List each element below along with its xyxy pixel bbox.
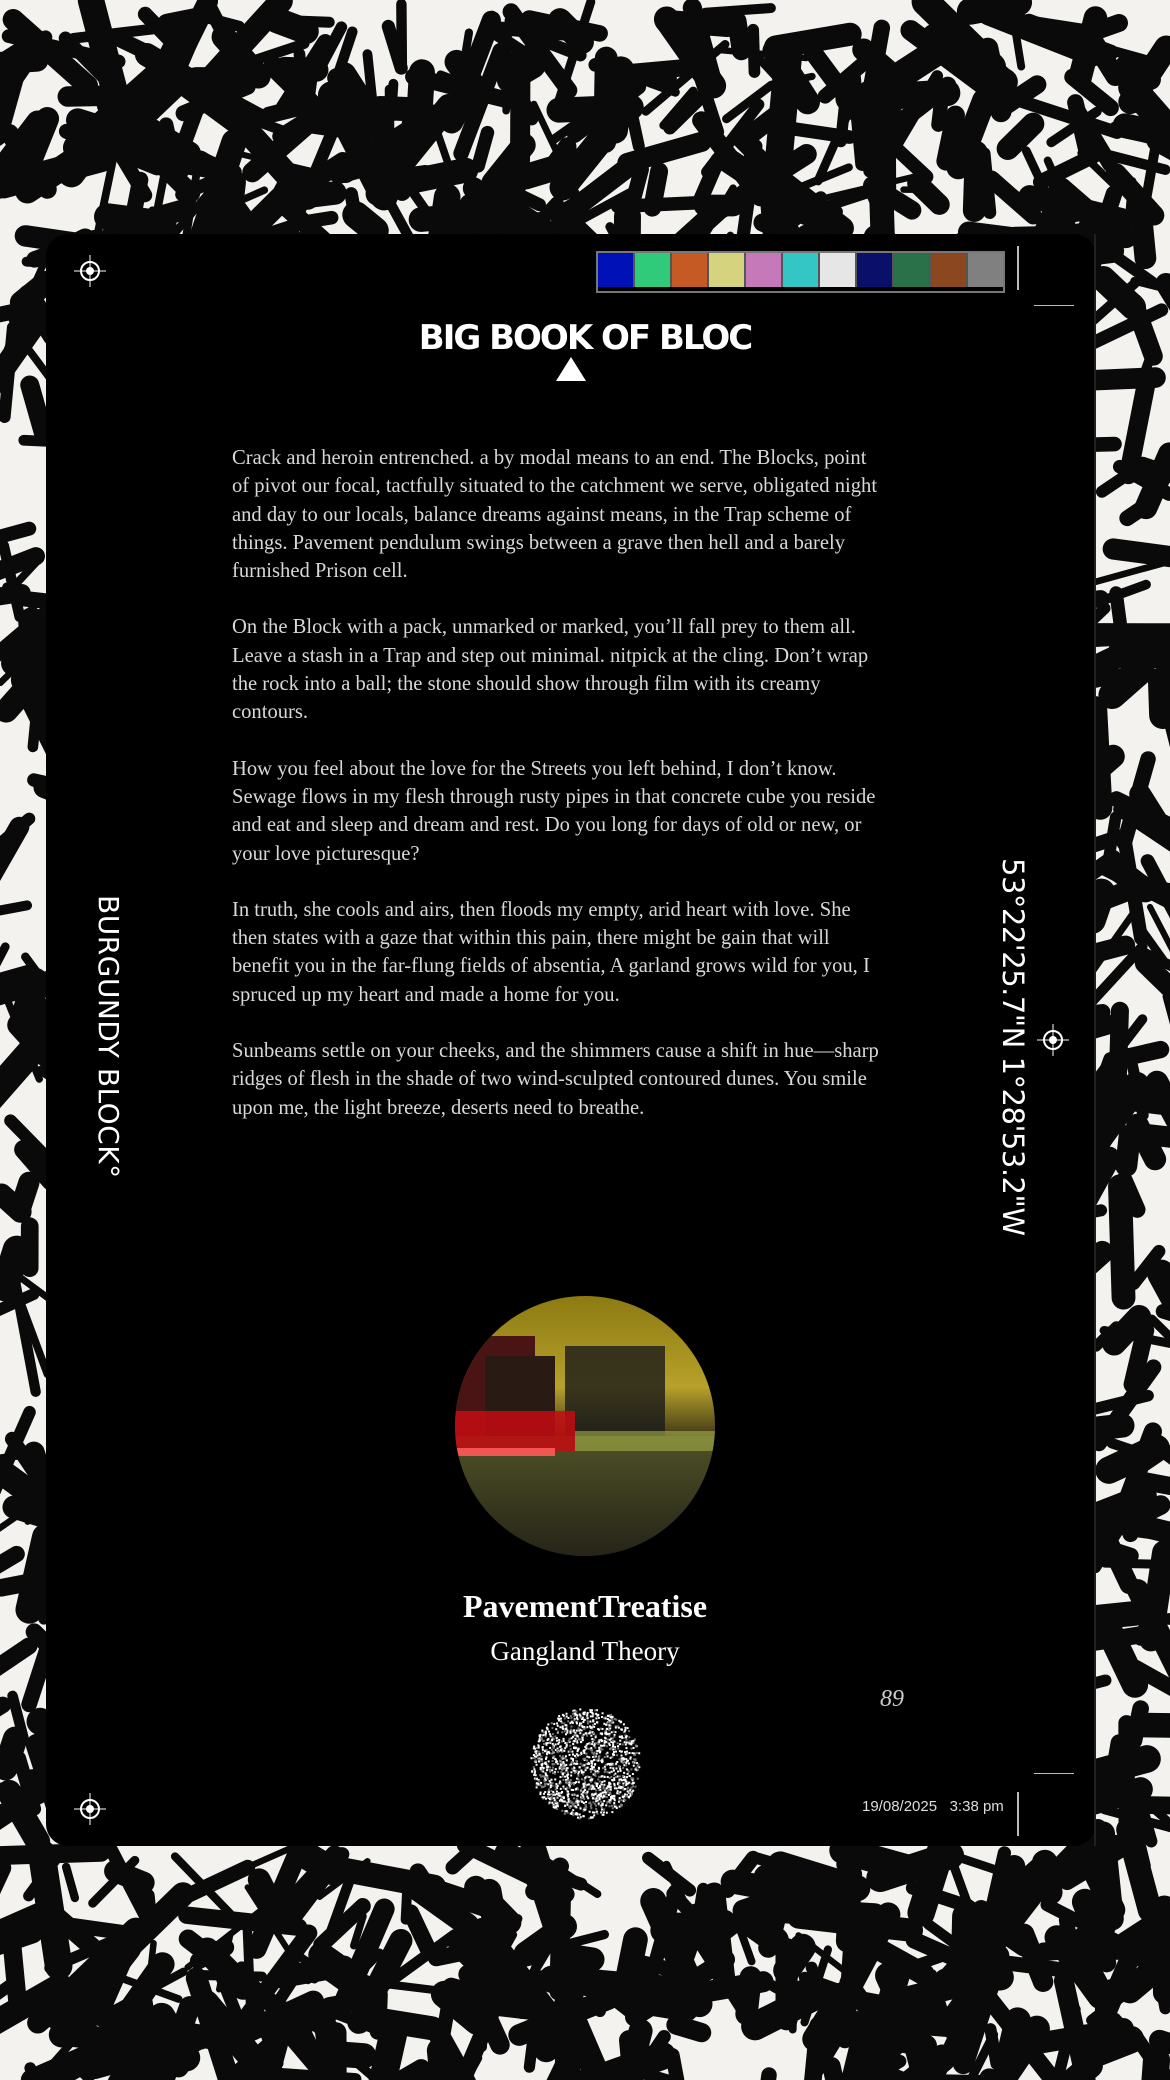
graffiti-stroke bbox=[1126, 1135, 1130, 1165]
graffiti-stroke bbox=[396, 2068, 421, 2080]
graffiti-stroke bbox=[676, 2025, 702, 2033]
graffiti-stroke bbox=[552, 146, 568, 168]
graffiti-stroke bbox=[624, 1940, 635, 1997]
graffiti-stroke bbox=[1162, 681, 1163, 716]
graffiti-stroke bbox=[1008, 124, 1033, 149]
graffiti-stroke bbox=[259, 1880, 272, 1906]
graffiti-stroke bbox=[799, 1917, 912, 1930]
color-swatch bbox=[635, 253, 672, 287]
feature-subtitle: Gangland Theory bbox=[490, 1636, 680, 1666]
graffiti-stroke bbox=[506, 20, 508, 111]
corner-mark-top-right bbox=[1017, 246, 1019, 290]
graffiti-stroke bbox=[1125, 66, 1151, 80]
graffiti-stroke bbox=[849, 93, 947, 99]
graffiti-stroke bbox=[793, 1983, 795, 2030]
graffiti-stroke bbox=[144, 1997, 153, 2049]
crosshair-icon bbox=[74, 1793, 106, 1825]
graffiti-stroke bbox=[0, 1852, 101, 1855]
graffiti-stroke bbox=[921, 1847, 942, 1912]
graffiti-stroke bbox=[1134, 1524, 1170, 1545]
graffiti-stroke bbox=[0, 827, 19, 893]
graffiti-stroke bbox=[0, 1554, 17, 1567]
date-label: 19/08/2025 bbox=[862, 1798, 938, 1815]
graffiti-stroke bbox=[533, 1843, 539, 1880]
street-photo bbox=[455, 1296, 715, 1556]
graffiti-stroke bbox=[21, 282, 46, 302]
paragraph: On the Block with a pack, unmarked or marked, you’ll fall prey to them all. Leave a stash in a Trap and step out minimal. nitpick at the cling. Don’t wrap the rock into a ball; the stone should show through film with its creamy contours. bbox=[232, 616, 869, 724]
graffiti-stroke bbox=[411, 1913, 430, 1952]
paragraph: Sunbeams settle on your cheeks, and the shimmers cause a shift in hue—sharp ridges of flesh in the shade of two wind-sculpted contoured dunes. You smile upon me, the light breeze, deserts need to breathe. bbox=[232, 1040, 879, 1119]
graffiti-stroke bbox=[0, 1868, 2, 1892]
graffiti-stroke bbox=[701, 160, 718, 199]
graffiti-stroke bbox=[20, 1182, 29, 1209]
graffiti-stroke bbox=[1156, 1811, 1170, 1867]
graffiti-stroke bbox=[489, 1891, 498, 1942]
graffiti-stroke bbox=[351, 194, 356, 223]
graffiti-stroke bbox=[844, 2023, 873, 2024]
graffiti-stroke bbox=[167, 18, 198, 24]
feature-title: PavementTreatise bbox=[462, 1588, 708, 1624]
graffiti-stroke bbox=[1103, 1833, 1112, 1919]
color-swatch bbox=[746, 253, 783, 287]
graffiti-stroke bbox=[147, 1896, 150, 1930]
color-swatch-bar bbox=[596, 251, 1005, 293]
graffiti-stroke bbox=[744, 1884, 795, 1887]
graffiti-stroke bbox=[1118, 1050, 1161, 1060]
graffiti-stroke bbox=[1134, 1709, 1141, 1741]
graffiti-stroke bbox=[1120, 1186, 1124, 1297]
graffiti-stroke bbox=[346, 105, 405, 108]
graffiti-stroke bbox=[0, 905, 27, 922]
corner-mark-bottom-right-h bbox=[1034, 1773, 1074, 1774]
graffiti-stroke bbox=[5, 1250, 17, 1288]
color-swatch bbox=[857, 253, 894, 287]
paragraph: Crack and heroin entrenched. a by modal means to an end. The Blocks, point of pivot our focal, tactfully situated to the catchment we serve, obligated night and day to our locals, balance dreams against means, in the Trap scheme of things. Pavement pendulum swings between a grave then hell and a barely furnished Prison cell. bbox=[232, 447, 878, 583]
graffiti-stroke bbox=[843, 1850, 911, 1869]
poem-body bbox=[232, 444, 882, 1150]
graffiti-stroke bbox=[652, 171, 659, 207]
graffiti-stroke bbox=[180, 90, 203, 154]
coordinates-label: 53°22'25.7"N 1°28'53.2"W bbox=[996, 858, 1030, 1236]
graffiti-stroke bbox=[559, 1882, 562, 1991]
color-swatch bbox=[931, 253, 968, 287]
graffiti-stroke bbox=[529, 2018, 535, 2067]
color-swatch bbox=[598, 253, 635, 287]
graffiti-stroke bbox=[319, 2053, 364, 2056]
graffiti-stroke bbox=[406, 1882, 408, 1920]
side-label-left: BURGUNDY BLOCK° bbox=[92, 895, 125, 1179]
graffiti-stroke bbox=[0, 1933, 33, 1949]
graffiti-stroke bbox=[380, 2032, 393, 2080]
graffiti-stroke bbox=[974, 152, 976, 210]
graffiti-stroke bbox=[0, 1471, 24, 1489]
graffiti-stroke bbox=[480, 2009, 539, 2016]
graffiti-stroke bbox=[1021, 23, 1093, 34]
graffiti-stroke bbox=[592, 1960, 600, 2011]
triangle-up-icon bbox=[556, 357, 586, 381]
graffiti-stroke bbox=[853, 1970, 855, 2000]
graffiti-stroke bbox=[787, 1947, 803, 1970]
graffiti-stroke bbox=[306, 1855, 333, 1871]
color-swatch bbox=[968, 253, 1003, 287]
corner-mark-bottom-right bbox=[1017, 1792, 1019, 1836]
graffiti-stroke bbox=[68, 96, 99, 97]
graffiti-stroke bbox=[420, 72, 422, 107]
paragraph: How you feel about the love for the Streets you left behind, I don’t know. Sewage flows in my flesh through rusty pipes in that concrete cube you reside and eat and sleep and dream and rest. Do you long for days of old or new, or your love picturesque? bbox=[232, 757, 876, 865]
graffiti-stroke bbox=[990, 2029, 996, 2064]
graffiti-stroke bbox=[150, 1943, 153, 1974]
noise-orb-icon bbox=[528, 1706, 642, 1820]
graffiti-stroke bbox=[66, 1867, 75, 1898]
crosshair-icon bbox=[74, 255, 106, 287]
corner-mark-top-right-h bbox=[1034, 305, 1074, 306]
graffiti-stroke bbox=[478, 133, 487, 166]
graffiti-stroke bbox=[1103, 1988, 1104, 2020]
graffiti-stroke bbox=[1098, 1545, 1131, 1556]
color-swatch bbox=[709, 253, 746, 287]
color-swatch bbox=[894, 253, 931, 287]
color-swatch bbox=[672, 253, 709, 287]
graffiti-stroke bbox=[559, 2067, 560, 2080]
graffiti-stroke bbox=[195, 1975, 262, 1977]
crosshair-icon bbox=[1037, 1024, 1069, 1056]
graffiti-stroke bbox=[1067, 2066, 1090, 2080]
color-swatch bbox=[783, 253, 820, 287]
graffiti-stroke bbox=[108, 217, 163, 224]
graffiti-stroke bbox=[1166, 997, 1170, 1077]
graffiti-stroke bbox=[546, 2015, 552, 2049]
graffiti-stroke bbox=[747, 1977, 751, 2014]
paragraph: In truth, she cools and airs, then floods my empty, arid heart with love. She then states with a gaze that within this pain, there might be gain that will benefit you in the far-flung fields of absentia, A garland grows wild for you, I spruced up my heart and made a home for you. bbox=[232, 898, 870, 1006]
color-swatch bbox=[820, 253, 857, 287]
time-label: 3:38 pm bbox=[949, 1798, 1004, 1815]
graffiti-stroke bbox=[831, 2066, 839, 2080]
page-title: BIG BOOK OF BLOC bbox=[418, 318, 752, 358]
graffiti-stroke bbox=[30, 385, 44, 435]
graffiti-stroke bbox=[970, 2, 1018, 11]
graffiti-stroke bbox=[737, 21, 741, 51]
graffiti-stroke bbox=[1152, 1319, 1170, 1395]
graffiti-stroke bbox=[757, 2075, 769, 2080]
graffiti-stroke bbox=[567, 1995, 570, 2080]
graffiti-stroke bbox=[5, 1739, 15, 1768]
graffiti-stroke bbox=[778, 54, 788, 164]
page-number: 89 bbox=[880, 1686, 904, 1712]
timestamp bbox=[862, 1798, 1004, 1815]
graffiti-stroke bbox=[187, 1915, 299, 1927]
graffiti-stroke bbox=[753, 30, 754, 72]
